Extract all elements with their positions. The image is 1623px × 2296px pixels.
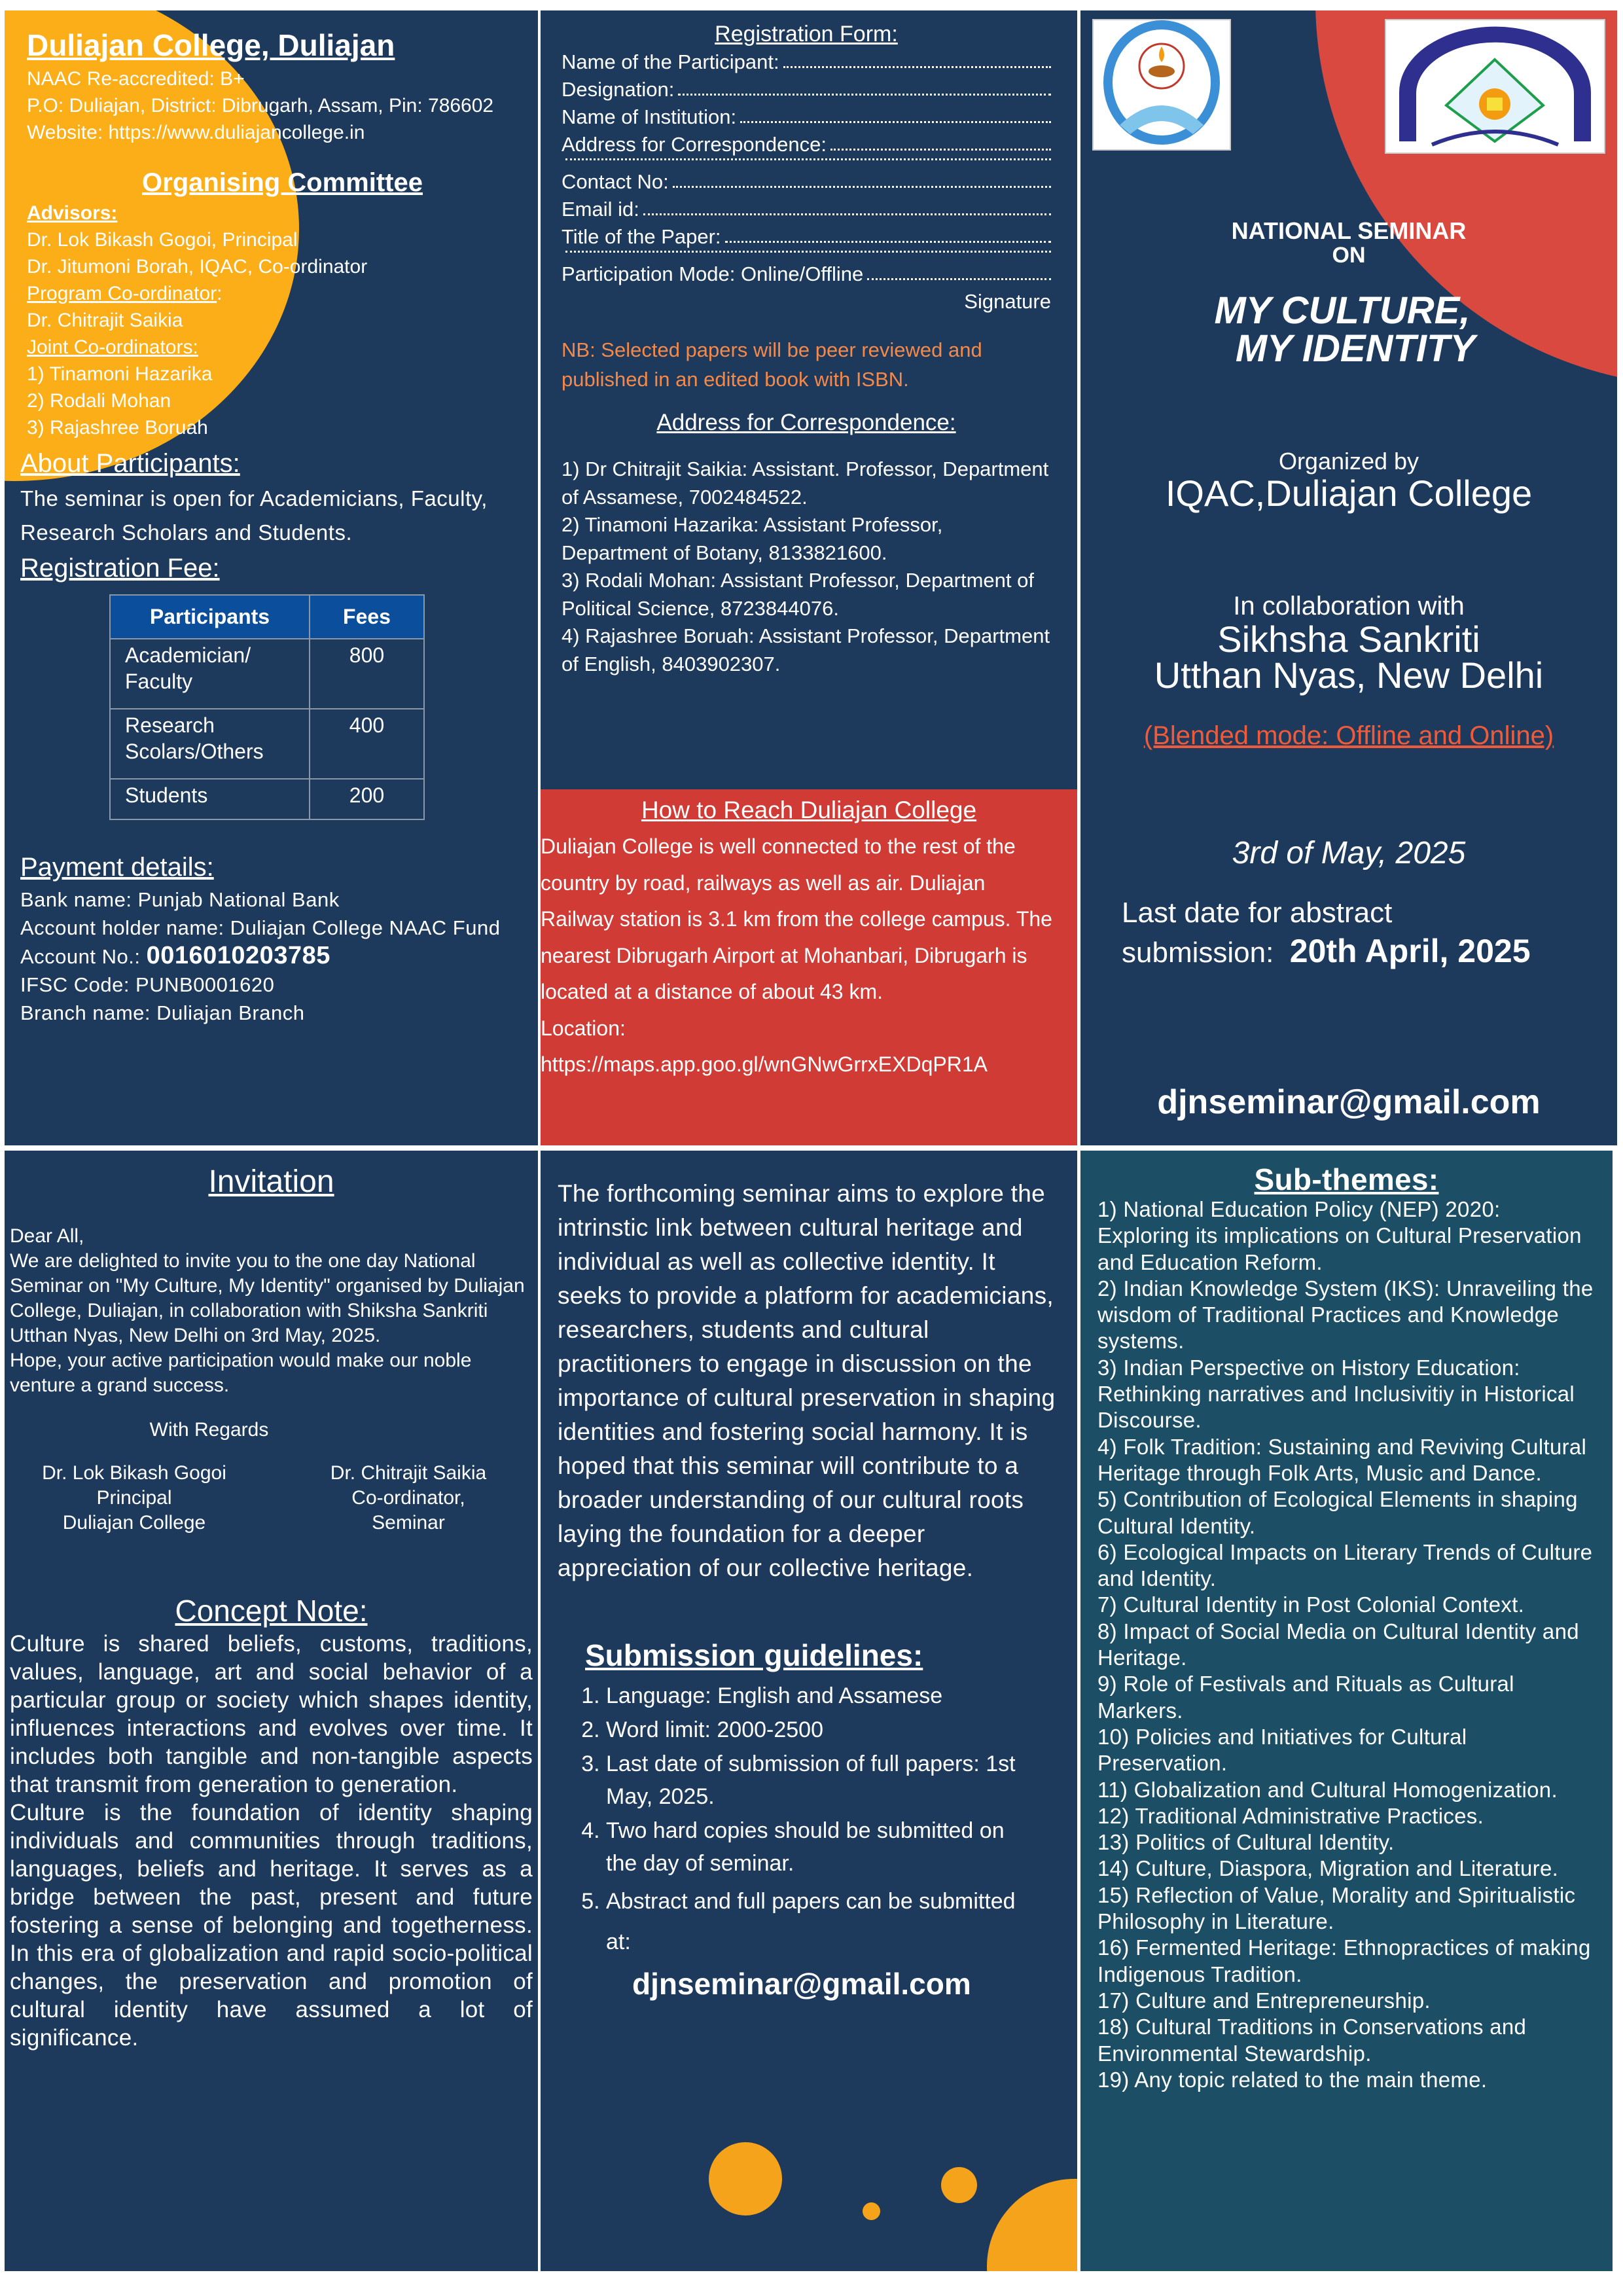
form-field[interactable]	[562, 223, 1051, 251]
form-field-blank[interactable]	[643, 196, 1051, 215]
list-item: 2. Word limit: 2000-2500	[606, 1713, 1038, 1746]
subthemes-panel	[1080, 1151, 1613, 2271]
contact-item: 1) Dr Chitrajit Saikia: Assistant. Professor, Department of Assamese, 7002484522.	[562, 457, 1049, 509]
form-heading: Registration Form:	[715, 22, 898, 46]
form-field-blank[interactable]	[565, 158, 1051, 160]
signature-label: Signature	[964, 290, 1051, 313]
nb-note: NB: Selected papers will be peer reviewed and published in an edited book with ISBN.	[562, 338, 982, 391]
committee-heading: Organising Committee	[142, 168, 423, 197]
subtheme-item: 17) Culture and Entrepreneurship.	[1097, 1988, 1431, 2013]
form-field[interactable]	[562, 76, 1051, 103]
deadline	[1122, 894, 1531, 972]
seminar-title-line2: MY IDENTITY	[1235, 327, 1476, 370]
form-field-blank[interactable]	[725, 223, 1051, 243]
col-fees: Fees	[310, 595, 424, 639]
account-holder: Account holder name: Duliajan College NAAC Fund	[20, 916, 501, 939]
concept-para: Culture is shared beliefs, customs, traditions, values, language, art and social behavior of a particular group or society which shapes identity, influences interactions and evolves over time. It includes both tangible and non-tangible aspects that transmit from generation to generation.	[10, 1631, 533, 1797]
cell: 800	[310, 639, 424, 709]
subtheme-item: 11) Globalization and Cultural Homogenization.	[1097, 1777, 1558, 1802]
form-field-label: Name of Institution:	[562, 105, 737, 128]
guidelines-heading: Submission guidelines:	[585, 1638, 923, 1672]
table-row	[110, 709, 424, 779]
contact-item: 2) Tinamoni Hazarika: Assistant Professor, Department of Botany, 8133821600.	[562, 513, 943, 564]
form-field-label: Designation:	[562, 78, 675, 101]
form-field-blank[interactable]	[565, 251, 1051, 253]
joint-label: Joint Co-ordinators:	[27, 336, 198, 358]
payment-heading: Payment details	[20, 853, 207, 882]
signatory-name: Dr. Lok Bikash Gogoi	[42, 1462, 226, 1484]
form-field[interactable]	[562, 260, 1051, 288]
mode-label: (Blended mode: Offline and Online)	[1143, 721, 1554, 750]
location-label: Location:	[541, 1016, 626, 1040]
seminar-date: 3rd of May, 2025	[1232, 836, 1466, 870]
cell: Academician/ Faculty	[110, 639, 310, 709]
form-field-label: Email id:	[562, 198, 639, 221]
form-field-blank[interactable]	[867, 260, 1051, 280]
subtheme-item: 16) Fermented Heritage: Ethnopractices of making Indigenous Tradition.	[1097, 1935, 1591, 1986]
college-website[interactable]: Website: https://www.duliajancollege.in	[27, 122, 365, 143]
form-field-label: Address for Correspondence:	[562, 133, 827, 156]
form-field[interactable]	[562, 131, 1051, 158]
organizer: IQAC,Duliajan College	[1165, 473, 1533, 514]
signatory-role: Principal	[96, 1487, 172, 1509]
joint-coordinator: 3) Rajashree Boruah	[27, 417, 208, 439]
form-field-blank[interactable]	[678, 76, 1051, 96]
seminar-label: NATIONAL SEMINAR	[1231, 217, 1467, 244]
program-coordinator: Dr. Chitrajit Saikia	[27, 310, 183, 331]
subtheme-item: 4) Folk Tradition: Sustaining and Reviving Cultural Heritage through Folk Arts, Music and Dance.	[1097, 1434, 1587, 1485]
signatory-name: Dr. Chitrajit Saikia	[330, 1462, 487, 1484]
form-field[interactable]	[562, 251, 1051, 260]
cell: 200	[310, 779, 424, 819]
contact-item: 4) Rajashree Boruah: Assistant Professor, Department of English, 8403902307.	[562, 624, 1050, 675]
contact-item: 3) Rodali Mohan: Assistant Professor, Department of Political Science, 8723844076.	[562, 569, 1034, 620]
form-field-blank[interactable]	[740, 103, 1051, 123]
decorative-dot	[863, 2202, 880, 2220]
fee-heading: Registration Fee:	[20, 554, 220, 583]
invitation-heading: Invitation	[208, 1164, 334, 1199]
bank-name: Bank name: Punjab National Bank	[20, 888, 340, 911]
account-number: 0016010203785	[146, 942, 330, 969]
organized-by-label: Organized by	[1278, 448, 1419, 475]
subtheme-item: 6) Ecological Impacts on Literary Trends of Culture and Identity.	[1097, 1539, 1593, 1591]
collab-label: In collaboration with	[1233, 592, 1465, 620]
list-item: 1. Language: English and Assamese	[606, 1679, 1038, 1712]
fee-table	[109, 594, 425, 820]
subtheme-item: 1) National Education Policy (NEP) 2020: Exploring its implications on Cultural Preservation and Education Reform.	[1097, 1197, 1582, 1274]
cell: Research Scolars/Others	[110, 709, 310, 779]
registration-panel	[541, 10, 1077, 789]
form-field[interactable]	[562, 168, 1051, 196]
location-link[interactable]: https://maps.app.goo.gl/wnGNwGrrxEXDqPR1A	[541, 1052, 988, 1076]
correspondence-heading: Address for Correspondence:	[656, 410, 956, 435]
ifsc-code: IFSC Code: PUNB0001620	[20, 973, 275, 996]
branch-name: Branch name: Duliajan Branch	[20, 1001, 305, 1024]
college-title: Duliajan College, Duliajan	[27, 28, 395, 62]
subtheme-item: 7) Cultural Identity in Post Colonial Context.	[1097, 1592, 1525, 1617]
participants-text: The seminar is open for Academicians, Faculty, Research Scholars and Students.	[20, 486, 488, 545]
form-field-label: Participation Mode: Online/Offline	[562, 262, 864, 285]
signatory-role: Duliajan College	[62, 1512, 206, 1534]
joint-coordinator: 1) Tinamoni Hazarika	[27, 363, 213, 385]
subtheme-item: 2) Indian Knowledge System (IKS): Unraveiling the wisdom of Traditional Practices and Knowledge systems.	[1097, 1276, 1594, 1354]
decorative-dot	[941, 2167, 977, 2203]
concept-heading: Concept Note:	[175, 1594, 368, 1628]
form-field-label: Title of the Paper:	[562, 225, 721, 248]
table-row	[110, 639, 424, 709]
subtheme-item: 9) Role of Festivals and Rituals as Cultural Markers.	[1097, 1672, 1514, 1723]
submission-email[interactable]: djnseminar@gmail.com	[632, 1967, 971, 2001]
college-logo	[1092, 19, 1231, 151]
table-row	[110, 779, 424, 819]
signatures	[10, 1461, 533, 1535]
subtheme-item: 3) Indian Perspective on History Education: Rethinking narratives and Inclusivitiy in Historical Discourse.	[1097, 1355, 1575, 1433]
advisor: Dr. Jitumoni Borah, IQAC, Co-ordinator	[27, 256, 368, 278]
col-participants: Participants	[110, 595, 310, 639]
list-item: 3. Last date of submission of full papers: 1st May, 2025.	[606, 1748, 1038, 1813]
subtheme-item: 12) Traditional Administrative Practices.	[1097, 1803, 1484, 1828]
signatory-role: Co-ordinator,	[351, 1487, 465, 1509]
how-to-reach-panel	[541, 789, 1077, 1145]
partner-name-1: Sikhsha Sankriti	[1217, 619, 1480, 660]
on-label: ON	[1332, 243, 1366, 268]
seminar-title-line1: MY CULTURE,	[1214, 289, 1471, 332]
subtheme-item: 5) Contribution of Ecological Elements in shaping Cultural Identity.	[1097, 1487, 1578, 1538]
subthemes-heading: Sub-themes:	[1254, 1162, 1439, 1196]
form-field-blank[interactable]	[783, 48, 1051, 68]
subtheme-item: 14) Culture, Diaspora, Migration and Literature.	[1097, 1856, 1559, 1881]
college-address: P.O: Duliajan, District: Dibrugarh, Assam, Pin: 786602	[27, 95, 494, 117]
form-field-blank[interactable]	[830, 131, 1051, 151]
aim-text: The forthcoming seminar aims to explore the intrinstic link between cultural heritage and individual as well as collective identity. It seeks to provide a platform for academicians, researchers, students and cultural practitioners to engage in discussion on the importance of cultural preservation in shaping identities and fostering social harmony. It is hoped that this seminar will contribute to a broader understanding of our cultural roots laying the foundation for a deeper appreciation of our collective heritage.	[558, 1180, 1056, 1581]
form-field-label: Contact No:	[562, 170, 669, 193]
reach-text: Duliajan College is well connected to the rest of the country by road, railways as well as air. Duliajan Railway station is 3.1 km from the college campus. The nearest Dibrugarh Airport at Mohanbari, Dibrugarh is located at a distance of about 43 km.	[541, 834, 1052, 1003]
subtheme-item: 13) Politics of Cultural Identity.	[1097, 1830, 1395, 1855]
cell: 400	[310, 709, 424, 779]
cover-panel	[1080, 10, 1617, 1145]
form-field[interactable]	[562, 103, 1051, 131]
list-item: 5. Abstract and full papers can be submitted at:	[606, 1881, 1038, 1962]
program-label: Program Co-ordinator	[27, 283, 217, 304]
naac-grade: NAAC Re-accredited: B+	[27, 68, 245, 90]
partner-logo	[1385, 19, 1605, 154]
subtheme-item: 18) Cultural Traditions in Conservations and Environmental Stewardship.	[1097, 2015, 1527, 2066]
deadline-date: 20th April, 2025	[1289, 933, 1531, 969]
signatory-role: Seminar	[372, 1512, 445, 1534]
cell: Students	[110, 779, 310, 819]
subthemes-list	[1097, 1196, 1596, 2093]
contact-email[interactable]: djnseminar@gmail.com	[1157, 1083, 1541, 1121]
aims-panel	[541, 1151, 1077, 2271]
participants-heading: About Participants:	[20, 449, 240, 478]
decorative-dot	[709, 2142, 782, 2215]
advisors-label: Advisors:	[27, 202, 118, 224]
greeting: Dear All,	[10, 1225, 84, 1247]
invitation-hope: Hope, your active participation would make our noble venture a grand success.	[10, 1350, 472, 1396]
subtheme-item: 19) Any topic related to the main theme.	[1097, 2067, 1488, 2092]
form-field-label: Name of the Participant:	[562, 50, 779, 73]
form-field[interactable]	[562, 48, 1051, 76]
college-info-panel: Duliajan College, Duliajan NAAC Re-accredited: B+ P.O: Duliajan, District: Dibrugarh, Assam, Pin: 786602 Website: https://www.duliajancollege.in Organising Committee Advisors: Dr. Lok Bikash Gogoi, Principal Dr. Jitumoni Borah, IQAC, Co-ordinator Program Co-ordinator: Dr. Chitrajit Saikia Joint Co-ordinators: 1) Tinamoni Hazarika 2) Rodali Mohan 3) Rajashree Boruah About Participants: The seminar is open for Academicians, Faculty, Research Scholars and Students. Registration Fee: Participants Fees Academician/ Faculty 800 Research Scolars/Others 400 Students 200 Payment details: Bank name: Punjab National Bank Account holder name: Duliajan College NAAC Fund Account No.: 0016010203785 IFSC Code: PUNB0001620 Branch name: Duliajan Branch	[5, 10, 538, 1145]
deadline-label: submission:	[1122, 937, 1274, 969]
advisor: Dr. Lok Bikash Gogoi, Principal	[27, 229, 298, 251]
list-item: 4. Two hard copies should be submitted on the day of seminar.	[606, 1814, 1038, 1880]
subtheme-item: 10) Policies and Initiatives for Cultural Preservation.	[1097, 1724, 1467, 1776]
partner-name-2: Utthan Nyas, New Delhi	[1154, 655, 1544, 696]
invitation-panel	[5, 1151, 538, 2271]
subtheme-item: 8) Impact of Social Media on Cultural Identity and Heritage.	[1097, 1619, 1579, 1670]
guidelines-list	[606, 1679, 1077, 1962]
joint-coordinator: 2) Rodali Mohan	[27, 390, 171, 412]
account-label: Account No.:	[20, 945, 141, 968]
form-field[interactable]	[562, 196, 1051, 223]
regards: With Regards	[149, 1419, 269, 1441]
decorative-dot	[987, 2179, 1077, 2271]
subtheme-item: 15) Reflection of Value, Morality and Spiritualistic Philosophy in Literature.	[1097, 1882, 1576, 1934]
reach-heading: How to Reach Duliajan College	[641, 797, 977, 823]
concept-para: Culture is the foundation of identity shaping individuals and communities through traditions, languages, beliefs and heritage. It serves as a bridge between the past, present and future fostering a sense of belonging and togetherness. In this era of globalization and rapid socio-political changes, the preservation and promotion of cultural identity have assumed a lot of significance.	[10, 1800, 533, 2051]
invitation-body: We are delighted to invite you to the one day National Seminar on "My Culture, My Identity" organised by Duliajan College, Duliajan, in collaboration with Shiksha Sankriti Utthan Nyas, New Delhi on 3rd May, 2025.	[10, 1250, 525, 1346]
form-field[interactable]	[562, 158, 1051, 168]
form-field-blank[interactable]	[673, 168, 1051, 188]
deadline-label: Last date for abstract	[1122, 897, 1393, 929]
